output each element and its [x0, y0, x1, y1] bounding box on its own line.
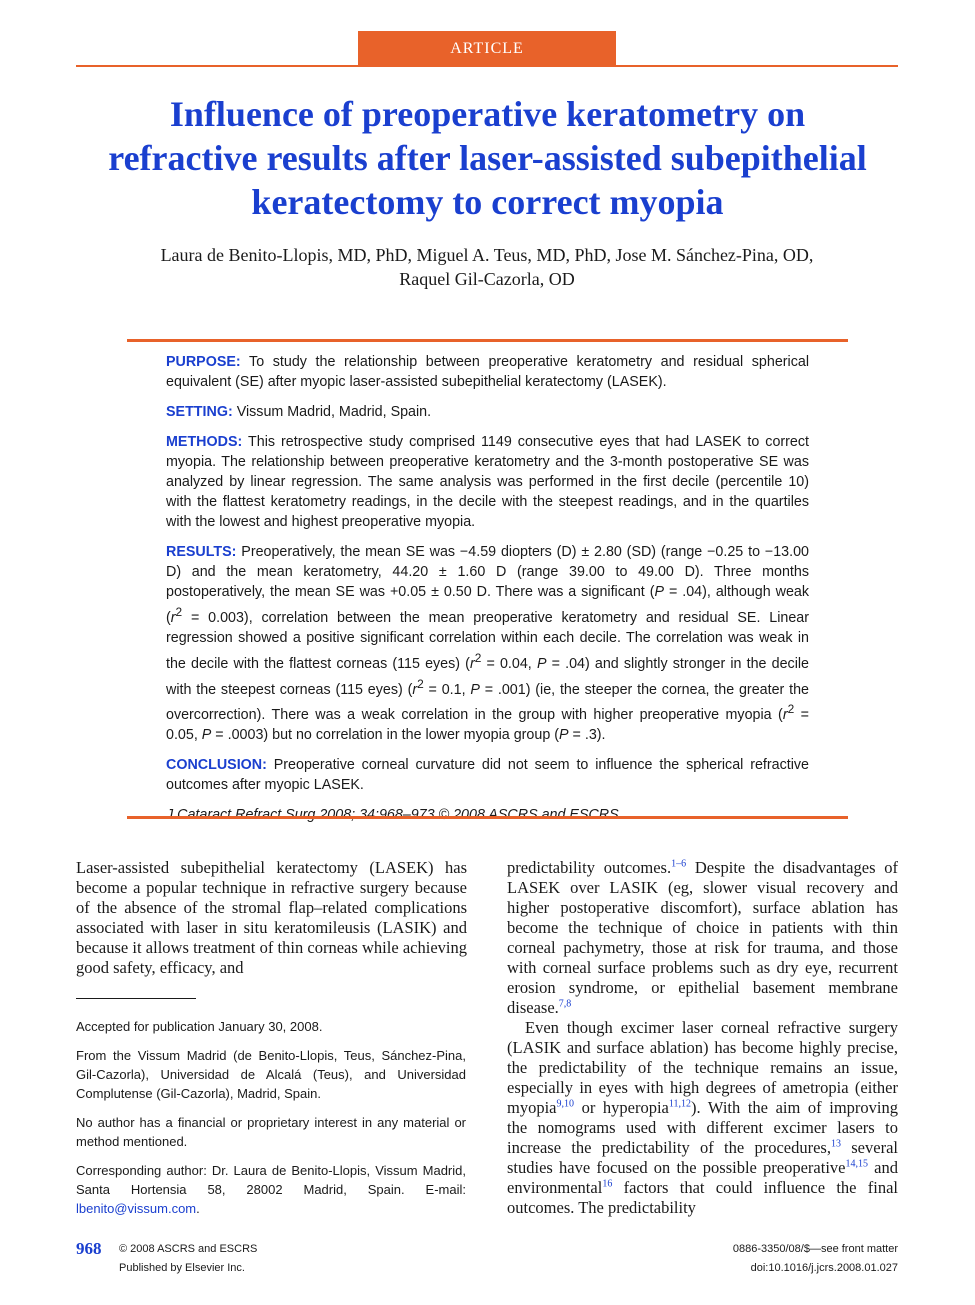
abstract-purpose — [166, 352, 809, 392]
results-text: P — [201, 727, 212, 744]
body-paragraph — [507, 1018, 898, 1218]
page-number: 968 — [76, 1239, 102, 1258]
results-text: = .04), although weak ( — [166, 584, 809, 626]
abstract-bottom-rule — [127, 816, 848, 819]
article-type-label: ARTICLE — [358, 31, 616, 66]
abstract-top-rule — [127, 339, 848, 342]
reference-link[interactable]: 1–6 — [671, 858, 687, 870]
results-text: = .3). — [568, 727, 606, 744]
results-text: = .001) (ie, the steeper the cornea, the greater the overcorrection). There was a weak correlation in the group with higher preoperative myopia ( — [166, 681, 809, 724]
authors-line: Laura de Benito-Llopis, MD, PhD, Miguel A. Teus, MD, PhD, Jose M. Sánchez-Pina, OD, — [160, 245, 814, 265]
body-text: Even though excimer laser corneal refractive surgery (LASIK and surface ablation) has become highly precise, the predictability of the technique remains an issue, especially in eyes with high degrees of ametropia (either myopia — [507, 1018, 898, 1117]
title-line: Influence of preoperative keratometry on — [169, 94, 806, 134]
results-text: = 0.1, — [423, 681, 471, 698]
results-text: r — [469, 655, 475, 672]
conclusion-label: CONCLUSION: — [166, 757, 267, 774]
footer-publisher: Published by Elsevier Inc. — [119, 1262, 245, 1274]
reference-link[interactable]: 11,12 — [668, 1098, 692, 1110]
authors-line: Raquel Gil-Cazorla, OD — [399, 269, 575, 289]
results-text: P — [654, 584, 665, 600]
author-list — [76, 243, 898, 291]
body-text: Despite the disadvantages of LASEK over LASIK (eg, slower visual recovery and higher postoperative discomfort), surface ablation has become the technique of choice in patients with thin corneal pachymetry, those at risk for trauma, and those with corneal surface problems such as dry eye, recurrent erosion syndrome, or epithelial basement membrane disease. — [507, 858, 898, 1017]
conclusion-text: Preoperative corneal curvature did not seem to influence the spherical refractive outcomes after myopic LASEK. — [166, 757, 809, 794]
purpose-text: To study the relationship between preoperative keratometry and residual spherical equivalent (SE) after myopic laser-assisted subepithelial keratectomy (LASEK). — [166, 354, 809, 390]
body-text: predictability outcomes. — [507, 858, 672, 877]
results-text: r — [782, 707, 788, 724]
body-text: or hyperopia — [574, 1098, 669, 1117]
results-text: 2 — [417, 676, 424, 691]
methods-text: This retrospective study comprised 1149 consecutive eyes that had LASEK to correct myopia. The relationship between preoperative keratometry and the 3-month postoperative SE was analyzed by linear regression. The same analysis was performed in the first decile (percentile 10) with the flattest keratometry readings, in the decile with the steepest readings, and in the quartiles with the lowest and highest preoperative myopia. — [166, 434, 809, 530]
title-line: refractive results after laser-assisted subepithelial — [108, 138, 867, 178]
body-left-column — [76, 858, 467, 978]
body-text: several studies have focused on the possible preoperative — [507, 1138, 898, 1177]
abstract — [166, 352, 809, 835]
corresponding-text: Corresponding author: Dr. Laura de Benito-Llopis, Vissum Madrid, Santa Hortensia 58, 28002 Madrid, Spain. E-mail: — [76, 1163, 466, 1197]
abstract-results — [166, 542, 809, 745]
footnote-divider — [76, 998, 196, 999]
body-text: factors that could influence the final outcomes. The predictability — [507, 1178, 898, 1217]
results-text: 2 — [175, 605, 183, 619]
footer-copyright: © 2008 ASCRS and ESCRS — [119, 1243, 258, 1255]
reference-link[interactable]: 13 — [830, 1138, 841, 1150]
footer-issn: 0886-3350/08/$—see front matter — [732, 1243, 898, 1255]
results-text: P — [536, 655, 547, 672]
results-text: P — [559, 727, 569, 744]
results-text: 2 — [474, 650, 482, 665]
footer-doi[interactable]: doi:10.1016/j.jcrs.2008.01.027 — [750, 1262, 898, 1274]
body-text: ). With the aim of improving the nomograms used with different excimer lasers to increase the predictability of the procedures, — [507, 1098, 898, 1157]
footnote-corresponding — [76, 1161, 466, 1218]
reference-link[interactable]: 16 — [602, 1178, 613, 1190]
results-text: = .0003) but no correlation in the lower myopia group ( — [211, 727, 560, 744]
results-text: = 0.05, — [166, 707, 810, 744]
corresponding-end: . — [196, 1201, 200, 1216]
setting-label: SETTING: — [166, 404, 233, 420]
results-label: RESULTS: — [166, 544, 237, 560]
footnote-affiliation: From the Vissum Madrid (de Benito-Llopis, Teus, Sánchez-Pina, Gil-Cazorla), Universidad de Alcalá (Teus), and Universidad Complutense (Gil-Cazorla), Madrid, Spain. — [76, 1048, 466, 1101]
results-text: = 0.04, — [481, 655, 537, 672]
reference-link[interactable]: 14,15 — [845, 1158, 868, 1170]
title-line: keratectomy to correct myopia — [251, 182, 724, 222]
results-text: = 0.003), correlation between the mean preoperative keratometry and residual SE. Linear regression showed a positive significant correlation within each decile. The correlation was weak in the decile with the flattest corneas (115 eyes) ( — [166, 609, 809, 672]
abstract-methods — [166, 432, 809, 532]
abstract-setting — [166, 402, 809, 422]
purpose-label: PURPOSE: — [166, 354, 241, 370]
results-text: Preoperatively, the mean SE was −4.59 diopters (D) ± 2.80 (SD) (range −0.25 to −13.00 D) and the mean keratometry, 44.20 ± 1.60 D (range 39.00 to 49.00 D). Three months postoperatively, the mean SE was +0.05 ± 0.50 D. There was a significant ( — [166, 544, 809, 600]
footnote-disclosure: No author has a financial or proprietary interest in any material or method mentioned. — [76, 1115, 466, 1149]
results-text: r — [170, 609, 176, 626]
body-right-column — [507, 858, 898, 1218]
results-text: r — [412, 681, 418, 698]
intro-paragraph: Laser-assisted subepithelial keratectomy (LASEK) has become a popular technique in refractive surgery because of the absence of the stromal flap–related complications associated with laser in situ keratomileusis (LASIK) and because it allows treatment of thin corneas while achieving good safety, efficacy, and — [76, 858, 467, 977]
reference-link[interactable]: 9,10 — [556, 1098, 574, 1110]
setting-text: Vissum Madrid, Madrid, Spain. — [232, 404, 432, 420]
results-text: 2 — [787, 702, 795, 717]
body-paragraph — [507, 858, 898, 1018]
footnote-accepted: Accepted for publication January 30, 2008. — [76, 1019, 323, 1034]
footnotes — [76, 1017, 466, 1228]
abstract-conclusion — [166, 755, 809, 795]
results-text: = .04) and slightly stronger in the decile with the steepest corneas (115 eyes) ( — [166, 655, 809, 698]
email-link[interactable]: lbenito@vissum.com — [76, 1201, 197, 1216]
article-title — [60, 92, 915, 224]
results-text: P — [470, 681, 480, 698]
body-text: and environmental — [507, 1158, 898, 1197]
reference-link[interactable]: 7,8 — [558, 998, 572, 1010]
methods-label: METHODS: — [166, 434, 243, 450]
